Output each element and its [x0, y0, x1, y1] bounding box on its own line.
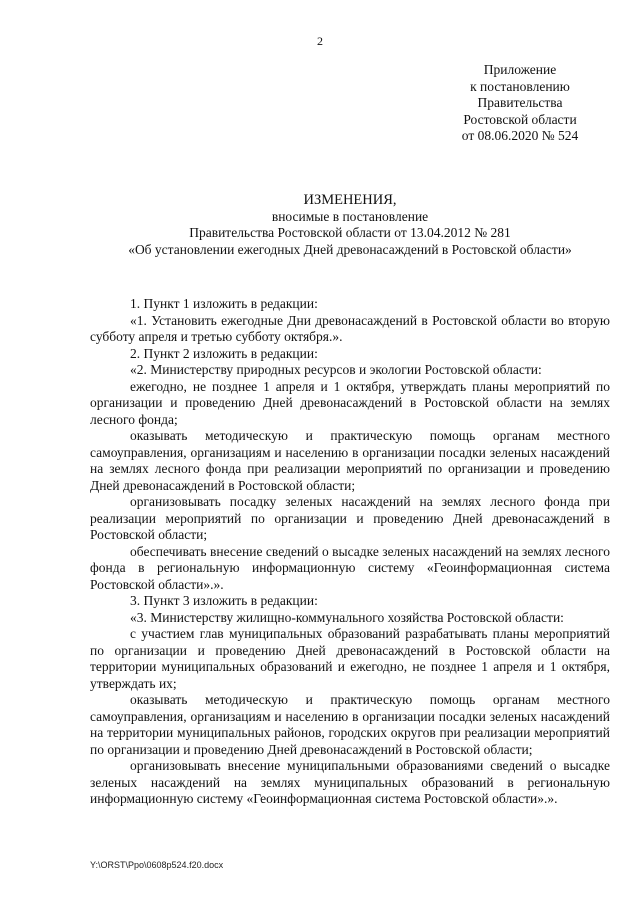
appendix-line: Приложение	[483, 62, 557, 77]
appendix-line: к постановлению	[470, 78, 570, 94]
heading-line: Правительства Ростовской области от 13.04.2012 № 281	[189, 225, 511, 240]
paragraph: ежегодно, не позднее 1 апреля и 1 октября, утверждать планы мероприятий по организации и проведению Дней древонасаждений в Ростовской области на землях лесного фонда;	[90, 378, 610, 427]
heading-title: ИЗМЕНЕНИЯ,	[303, 192, 397, 208]
paragraph: организовывать посадку зеленых насаждений на землях лесного фонда при реализации мероприятий по организации и проведению Дней древонасаждений в Ростовской области;	[90, 494, 610, 542]
paragraph: обеспечивать внесение сведений о высадке зеленых насаждений на землях лесного фонда в региональную информационную систему «Геоинформационная система Ростовской области».».	[90, 543, 610, 592]
paragraph: «2. Министерству природных ресурсов и экологии Ростовской области:	[130, 362, 542, 377]
document-body	[90, 296, 610, 808]
heading-line: вносимые в постановление	[271, 208, 429, 224]
paragraph: 3. Пункт 3 изложить в редакции:	[130, 593, 318, 608]
paragraph: с участием глав муниципальных образований разрабатывать планы мероприятий по организации и проведению Дней древонасаждений в Ростовской области на территории муниципальных образований и ежегодно, не позднее 1 апреля и 1 октября, утверждать их;	[90, 626, 610, 691]
document-heading	[60, 192, 640, 258]
paragraph: 2. Пункт 2 изложить в редакции:	[130, 345, 318, 361]
appendix-line: Ростовской области	[463, 111, 577, 127]
paragraph: оказывать методическую и практическую помощь органам местного самоуправления, организациям и населению в организации посадки зеленых насаждений на территории муниципальных районов, городских округов при реализации мероприятий по организации и проведению Дней древонасаждений в Ростовской области;	[90, 692, 610, 757]
heading-line: «Об установлении ежегодных Дней древонасаждений в Ростовской области»	[128, 241, 572, 257]
paragraph: оказывать методическую и практическую помощь органам местного самоуправления, организациям и населению в организации посадки зеленых насаждений на землях лесного фонда при реализации мероприятий по организации и проведению Дней древонасаждений в Ростовской области;	[90, 428, 610, 493]
appendix-line: Правительства	[477, 95, 563, 110]
appendix-block	[430, 62, 610, 145]
paragraph: «3. Министерству жилищно-коммунального хозяйства Ростовской области:	[130, 609, 564, 625]
file-path-footer: Y:\ORST\Ppo\0608p524.f20.docx	[90, 860, 224, 870]
paragraph: 1. Пункт 1 изложить в редакции:	[130, 296, 318, 311]
appendix-line: от 08.06.2020 № 524	[461, 128, 579, 143]
paragraph: организовывать внесение муниципальными образованиями сведений о высадке зеленых насаждений на землях муниципальных образований в региональную информационную систему «Геоинформационная система Ростовской области».».	[90, 758, 610, 806]
paragraph: «1. Установить ежегодные Дни древонасаждений в Ростовской области во вторую субботу апреля и третью субботу октября.».	[90, 312, 610, 344]
page-number: 2	[317, 34, 323, 48]
